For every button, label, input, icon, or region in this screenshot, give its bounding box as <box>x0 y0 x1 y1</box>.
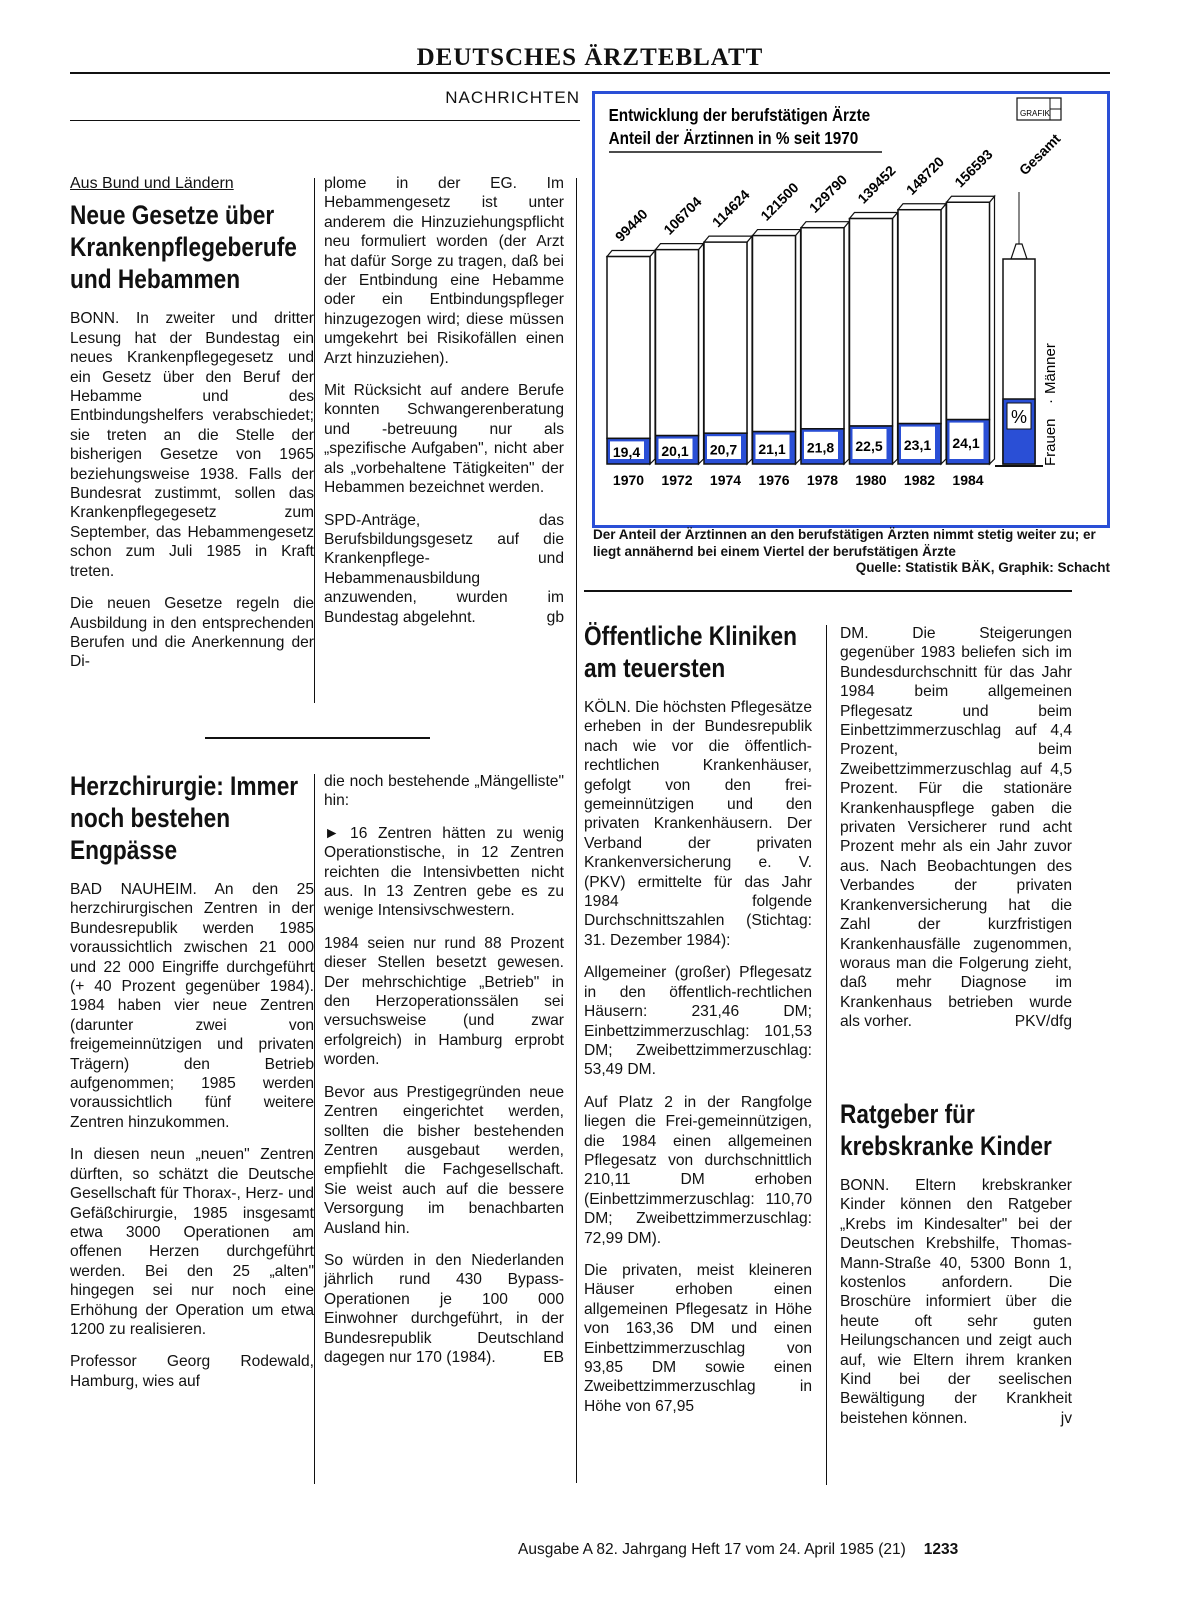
bar-total-label: 99440 <box>611 205 651 245</box>
page-footer <box>518 1541 1113 1559</box>
bar-total-label: 148720 <box>902 153 948 198</box>
chart-caption-text: Der Anteil der Ärztinnen an den berufstätigen Ärzten nimmt stetig weiter zu; er liegt annähernd bei einem Viertel der berufstätigen Ärzte <box>593 527 1096 559</box>
bar-top <box>753 230 801 236</box>
column-rule <box>314 178 315 703</box>
bar-top <box>947 196 995 202</box>
bar-total-label: 139452 <box>854 162 899 207</box>
bar-percent-label: 20,1 <box>661 442 689 459</box>
article3-paragraph: Die privaten, meist kleineren Häuser erhoben einen allgemeinen Pflegesatz in Höhe von 163,36 DM und einen Einbettzimmerzuschlag von 93,85 DM sowie einen Zweibettzimmerzuschlag in Höhe von 67,95 <box>584 1261 812 1415</box>
article4-col <box>840 1098 1072 1428</box>
article1-col2 <box>324 174 564 627</box>
article-separator <box>205 737 430 739</box>
masthead <box>70 42 1110 74</box>
chart-title: Entwicklung der berufstätigen Ärzte <box>608 104 871 126</box>
legend-total-label: Gesamt <box>1015 130 1064 179</box>
article2-headline: Herzchirurgie: Immer noch bestehen Engpässe <box>70 771 299 865</box>
bar-percent-label: 21,8 <box>806 439 835 456</box>
grafik-logo-text: GRAFIK <box>1020 109 1050 118</box>
bar-top <box>850 213 898 219</box>
bar-total-label: 114624 <box>708 186 753 231</box>
article-separator <box>584 590 1072 592</box>
chart-svg <box>595 94 1107 525</box>
article4-headline: Ratgeber für krebskranke Kinder <box>840 1099 1052 1161</box>
article2-paragraph: Professor Georg Rodewald, Hamburg, wies auf <box>70 1353 314 1390</box>
bar-percent-label: 21,1 <box>758 440 786 457</box>
article1-headline: Neue Gesetze über Krankenpflegeberufe und Hebammen <box>70 200 297 295</box>
x-tick-label: 1976 <box>758 472 790 488</box>
bar-total-label: 121500 <box>757 179 802 224</box>
column-rule <box>826 625 827 1485</box>
article3-paragraph: DM. Die Steigerungen gegenüber 1983 beliefen sich im Bundesdurchschnitt für das Jahr 1984 beim allgemeinen Pflegesatz und beim Einbettzimmerzuschlag auf 4,4 Prozent, beim Zweibettzimmerzuschlag auf 4,5 Prozent. Für die stationäre Krankenhauspflege gaben die privaten Versicherer rund acht Prozent mehr als ein Jahr zuvor aus. Nach Beobachtungen des Verbandes der privaten Krankenversicherung hat die Zahl der kurzfristigen Krankenhausfälle zugenommen, woraus man die Folgerung zieht, daß mehr Diagnose im Krankenhaus betrieben wurde als vorher. <box>840 625 1072 1031</box>
article3-headline: Öffentliche Kliniken am teuersten <box>584 621 797 683</box>
bar-top <box>607 251 655 257</box>
article1-paragraph: Die neuen Gesetze regeln die Ausbildung in den entsprechenden Berufen und die Anerkennung der Di- <box>70 595 314 671</box>
article3-paragraph: Auf Platz 2 in der Rangfolge liegen die Frei-gemeinnützigen, die 1984 einen allgemeinen Pflegesatz von durchschnittlich 210,11 DM erhoben (Einbettzimmerzuschlag: 110,70 DM; Zweibettzimmerzuschlag: 72,99 DM). <box>584 1093 812 1247</box>
legend-women-label: Frauen <box>1042 418 1059 466</box>
article1-col1 <box>70 174 314 672</box>
article1-signature: gb <box>546 608 564 626</box>
article3-paragraph: Allgemeiner (großer) Pflegesatz in den öffentlich-rechtlichen Häusern: 231,46 DM; Einbettzimmerzuschlag: 101,53 DM; Zweibettzimmerzuschlag: 53,49 DM. <box>584 964 812 1079</box>
bar-men <box>704 242 747 433</box>
article2-paragraph: Bevor aus Prestigegründen neue Zentren eingerichtet werden, sollten die bisher bestehenden Zentren ausgebaut werden, empfiehlt die Fachgesellschaft. Sie weist auch auf die bessere Versorgung im benachbarten Ausland hin. <box>324 1083 564 1237</box>
article2-col1 <box>70 770 314 1391</box>
section-title: NACHRICHTEN <box>445 88 580 107</box>
x-tick-label: 1982 <box>903 472 936 488</box>
chart-bars <box>607 146 996 488</box>
x-tick-label: 1984 <box>952 472 984 488</box>
page-number: 1233 <box>923 1541 959 1558</box>
chart-caption <box>593 527 1110 577</box>
bar-top <box>898 204 946 210</box>
bar-men <box>898 210 941 424</box>
bar-percent-label: 20,7 <box>709 441 738 458</box>
legend-percent: % <box>1010 407 1028 427</box>
bar-men <box>753 236 796 432</box>
bar-men <box>656 250 699 436</box>
article2-paragraph: In diesen neun „neuen" Zentren dürften, so schätzt die Deutsche Gesellschaft für Thorax-, Herz- und Gefäßchirurgie, 1985 insgesamt etwa 3000 Operationen am offenen Herzen durchgeführt werden. Bei den 25 „alten" hingegen sei nur noch eine Erhöhung der Operation um etwa 1200 zu realisieren. <box>70 1146 314 1338</box>
column-rule <box>576 178 577 1483</box>
legend-men-label: Männer <box>1042 343 1059 394</box>
footer-issue: Ausgabe A 82. Jahrgang Heft 17 vom 24. April 1985 (21) <box>518 1541 906 1558</box>
bar-top <box>704 236 752 242</box>
bar-percent-label: 19,4 <box>612 444 641 461</box>
bar-top <box>801 222 849 228</box>
bar-percent-label: 22,5 <box>855 438 883 454</box>
x-tick-label: 1972 <box>661 472 693 488</box>
article3-paragraph: KÖLN. Die höchsten Pflegesätze erheben in der Bundesrepublik nach wie vor die öffentlich-rechtlichen Krankenhäuser, gefolgt von den frei-gemeinnützigen und den privaten Krankenhäusern. Der Verband der privaten Krankenversicherung e. V. (PKV) ermittelte für das Jahr 1984 folgende Durchschnittszahlen (Stichtag: 31. Dezember 1984): <box>584 699 812 949</box>
article1-paragraph: Mit Rücksicht auf andere Berufe konnten Schwangerenberatung und -betreuung nur als „spezifische Aufgaben", nicht aber als „vorbehaltene Tätigkeiten" der Hebammen bezeichnet werden. <box>324 382 564 497</box>
x-tick-label: 1978 <box>806 472 839 488</box>
bar-men <box>607 257 650 439</box>
article2-paragraph: die noch bestehende „Mängelliste" hin: <box>324 773 564 810</box>
bar-men <box>850 219 893 426</box>
bar-men <box>947 202 990 419</box>
chart-subtitle: Anteil der Ärztinnen in % seit 1970 <box>608 127 859 149</box>
article3-signature: PKV/dfg <box>1014 1013 1072 1031</box>
article1-paragraph: plome in der EG. Im Hebammengesetz ist unter anderem die Hinzuziehungspflicht neu formuliert worden (der Arzt hat dafür Sorge zu tragen, daß bei der Entbindung eine Hebamme oder ein Entbindungspfleger hinzugezogen wird; diese müssen umgekehrt bei Risikofällen einen Arzt hinzuziehen). <box>324 175 564 367</box>
article2-col2 <box>324 772 564 1367</box>
article3-col1 <box>584 620 812 1416</box>
article2-signature: EB <box>543 1348 564 1366</box>
bar-percent-label: 24,1 <box>952 434 980 451</box>
chart-frame <box>592 91 1110 528</box>
x-tick-label: 1970 <box>612 472 645 488</box>
article1-paragraph: SPD-Anträge, das Berufsbildungsgesetz auf die Krankenpflege- und Hebammenausbildung anzuwenden, wurden im Bundestag abgelehnt. <box>324 511 564 626</box>
article2-paragraph: BAD NAUHEIM. An den 25 herzchirurgischen Zentren in der Bundesrepublik werden 1985 voraussichtlich zwischen 21 000 und 22 000 Eingriffe durchgeführt (+ 40 Prozent gegenüber 1984). 1984 haben vier neue Zentren (darunter zwei von freigemeinnützigen und privaten Trägern) den Betrieb aufgenommen; 1985 werden voraussichtlich fünf weitere Zentren hinzukommen. <box>70 881 314 1131</box>
column-rule <box>314 774 315 1484</box>
bar-total-label: 156593 <box>951 146 996 191</box>
article2-paragraph: So würden in den Niederlanden jährlich rund 430 Bypass-Operationen je 100 000 Einwohner durchgeführt, in der Bundesrepublik Deutschland dagegen nur 170 (1984). <box>324 1251 564 1366</box>
legend-separator: · <box>1042 399 1059 404</box>
article4-signature: jv <box>1060 1409 1072 1427</box>
bar-total-label: 129790 <box>805 171 851 216</box>
article2-paragraph: ► 16 Zentren hätten zu wenig Operationstische, in 12 Zentren reichten die Intensivbetten nicht aus. In 13 Zentren gebe es zu wenige Intensivschwestern. <box>324 824 564 920</box>
section-bar <box>70 88 580 121</box>
chart-source: Quelle: Statistik BÄK, Graphik: Schacht <box>855 560 1110 575</box>
bar-percent-label: 23,1 <box>903 436 932 453</box>
chart-legend <box>995 130 1064 466</box>
article3-col2 <box>840 624 1072 1032</box>
legend-cap <box>1011 244 1027 259</box>
bar-total-label: 106704 <box>660 193 705 238</box>
x-tick-label: 1974 <box>709 472 742 488</box>
article2-paragraph: 1984 seien nur rund 88 Prozent dieser Stellen besetzt gewesen. Der mehrschichtige „Betrieb" in den Herzoperationssälen sei versuchsweise (und zwar erfolgreich) in Hamburg erprobt worden. <box>324 934 564 1069</box>
bar-men <box>801 228 844 429</box>
x-tick-label: 1980 <box>855 472 887 488</box>
bar-top <box>656 244 704 250</box>
article4-paragraph: BONN. Eltern krebskranker Kinder können den Ratgeber „Krebs im Kindesalter" bei der Deutschen Krebshilfe, Thomas-Mann-Straße 40, 5300 Bonn 1, kostenlos anfordern. Die Broschüre informiert über die heute oft sehr guten Heilungschancen und zeigt auch auf, wie Eltern ihrem kranken Kind bei der seelischen Bewältigung der Krankheit beistehen können. <box>840 1177 1072 1427</box>
masthead-title: DEUTSCHES ÄRZTEBLATT <box>416 44 764 71</box>
article1-paragraph: BONN. In zweiter und dritter Lesung hat der Bundestag ein neues Krankenpflegegesetz und ein Gesetz über den Beruf der Hebamme und des Entbindungshelfers verabschiedet; sie treten an die Stelle der bisherigen Gesetze von 1965 beziehungsweise 1938. Falls der Bundesrat zustimmt, sollen das Krankenpflegegesetz zum September, das Hebammengesetz schon zum Juli 1985 in Kraft treten. <box>70 310 314 580</box>
article1-kicker: Aus Bund und Ländern <box>70 175 234 192</box>
